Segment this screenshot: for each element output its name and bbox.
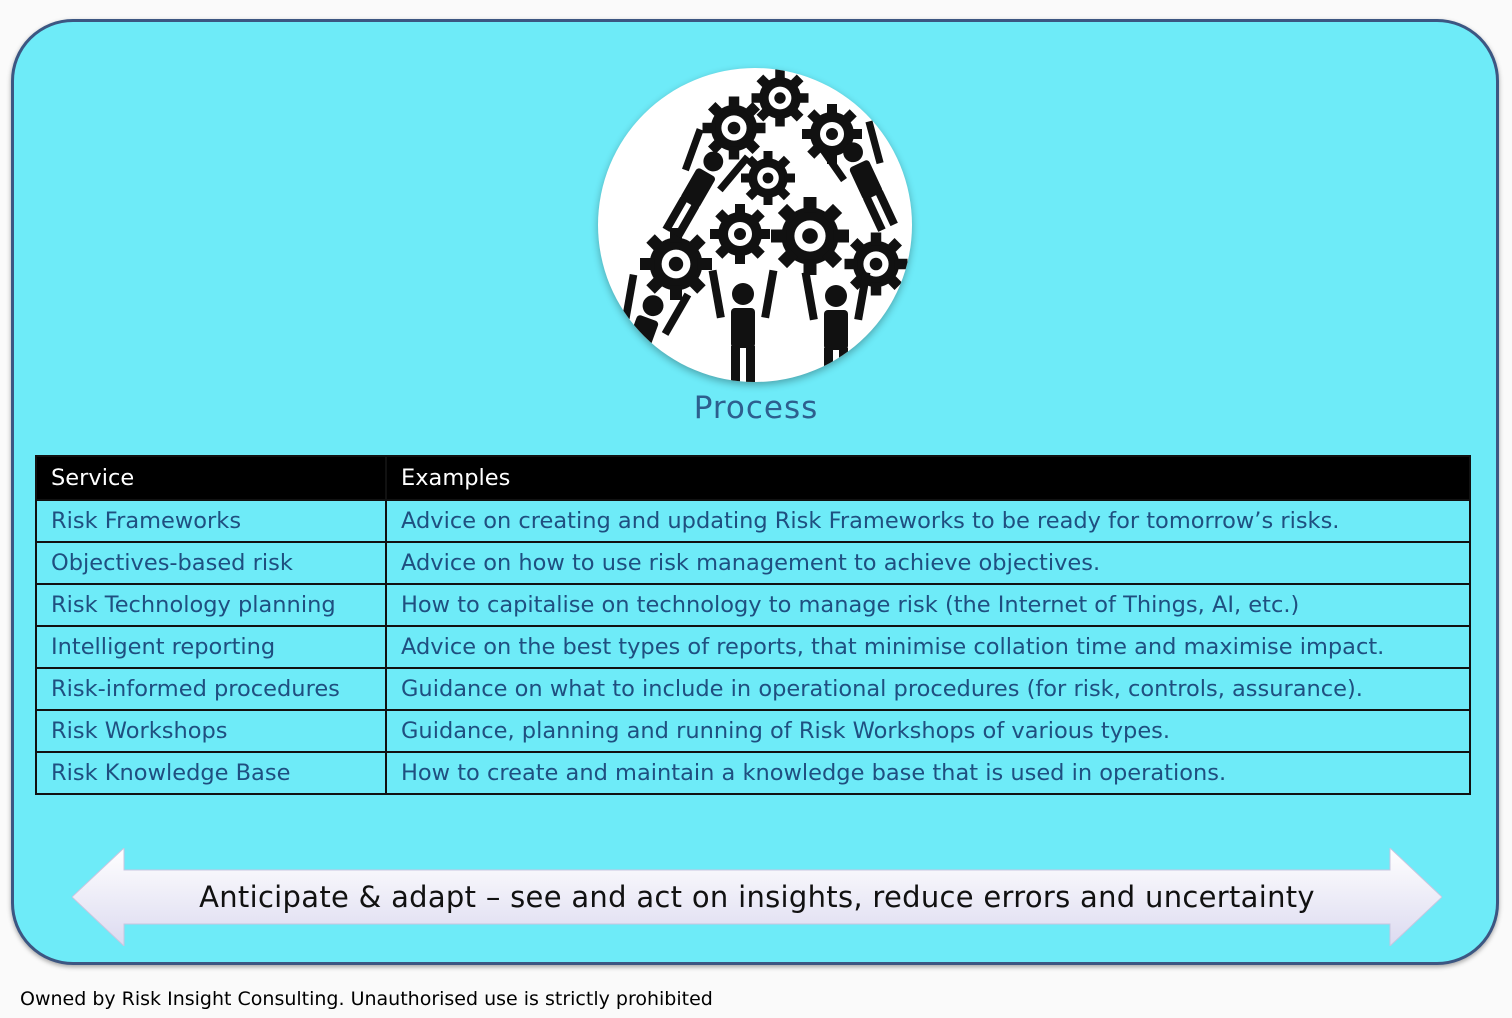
service-cell: Risk-informed procedures	[36, 668, 386, 710]
example-cell: Advice on creating and updating Risk Frameworks to be ready for tomorrow’s risks.	[386, 500, 1470, 542]
table-row	[36, 710, 1470, 752]
example-cell: Advice on how to use risk management to achieve objectives.	[386, 542, 1470, 584]
table-row	[36, 626, 1470, 668]
table-row	[36, 584, 1470, 626]
service-cell: Intelligent reporting	[36, 626, 386, 668]
service-cell: Objectives-based risk	[36, 542, 386, 584]
example-cell: Guidance, planning and running of Risk Workshops of various types.	[386, 710, 1470, 752]
table-row	[36, 752, 1470, 794]
example-cell: How to create and maintain a knowledge base that is used in operations.	[386, 752, 1470, 794]
table-row	[36, 668, 1470, 710]
service-cell: Risk Technology planning	[36, 584, 386, 626]
column-header-service: Service	[36, 456, 386, 500]
banner-arrow	[72, 848, 1442, 946]
column-header-examples: Examples	[386, 456, 1470, 500]
table-row	[36, 542, 1470, 584]
example-cell: How to capitalise on technology to manage risk (the Internet of Things, AI, etc.)	[386, 584, 1470, 626]
services-table	[35, 455, 1471, 795]
table-row	[36, 500, 1470, 542]
service-cell: Risk Workshops	[36, 710, 386, 752]
teamwork-gears-icon	[598, 68, 912, 382]
service-cell: Risk Knowledge Base	[36, 752, 386, 794]
page-title: Process	[693, 390, 819, 426]
footer-notice: Owned by Risk Insight Consulting. Unauthorised use is strictly prohibited	[20, 988, 713, 1010]
table-header-row	[36, 456, 1470, 500]
service-cell: Risk Frameworks	[36, 500, 386, 542]
example-cell: Guidance on what to include in operational procedures (for risk, controls, assurance).	[386, 668, 1470, 710]
example-cell: Advice on the best types of reports, that minimise collation time and maximise impact.	[386, 626, 1470, 668]
banner-text: Anticipate & adapt – see and act on insights, reduce errors and uncertainty	[199, 880, 1315, 914]
